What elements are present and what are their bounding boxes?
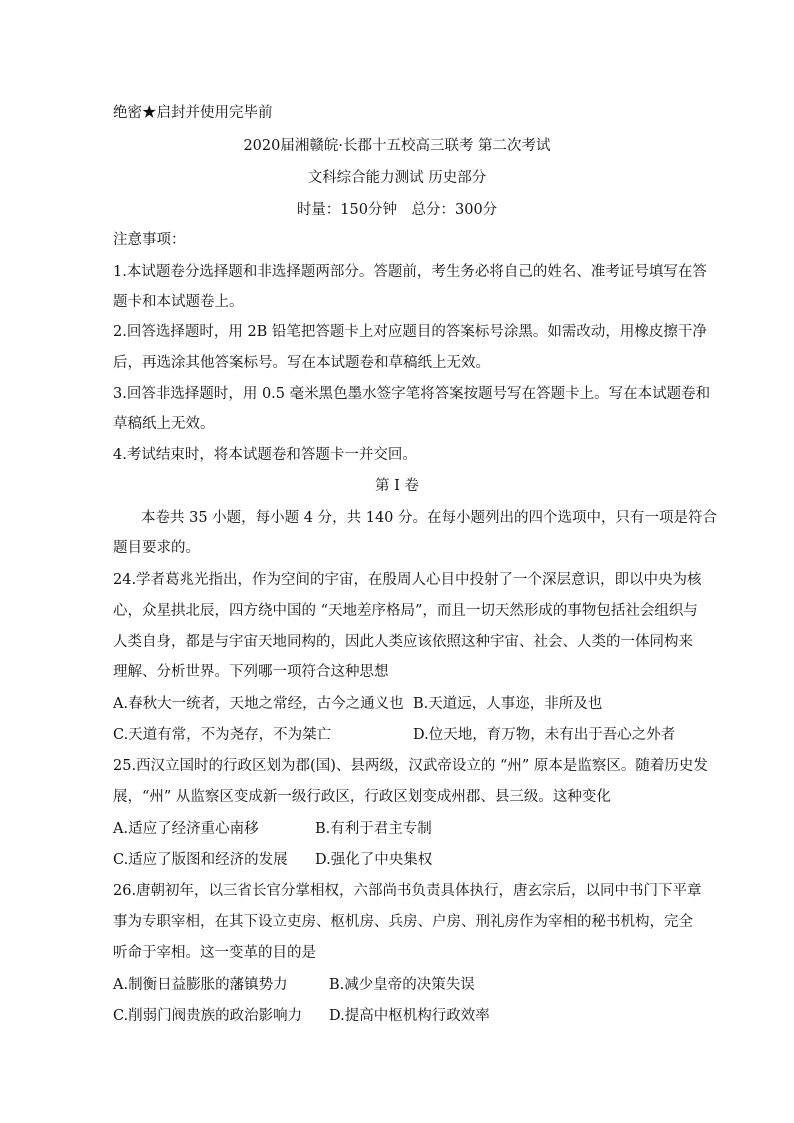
section-intro-line-1: 本卷共 35 小题，每小题 4 分，共 140 分。在每小题列出的四个选项中，只有一项是符合 (141, 510, 718, 526)
q24-stem-line-2: 心，众星拱北辰，四方绕中国的 “天地差序格局”，而且一切天然形成的事物包括社会组织与 (113, 603, 698, 619)
exam-time: 时量：150分钟 总分：300分 (296, 202, 498, 218)
section-title: 第 I 卷 (375, 478, 419, 494)
notice-item-1-line-2: 题卡和本试题卷上。 (113, 294, 244, 310)
notice-item-2-line-2: 后，再选涂其他答案标号。写在本试题卷和草稿纸上无效。 (113, 355, 490, 371)
notice-heading: 注意事项： (113, 232, 186, 248)
q25-option-c[interactable]: C.适应了版图和经济的发展 (113, 852, 288, 868)
q25-option-b[interactable]: B.有利于君主专制 (315, 821, 432, 837)
notice-item-2-line-1: 2.回答选择题时，用 2B 铅笔把答题卡上对应题目的答案标号涂黑。如需改动，用橡皮擦干净 (113, 324, 707, 340)
q24-option-b[interactable]: B.天道远，人事迩，非所及也 (413, 696, 603, 712)
notice-item-4: 4.考试结束时，将本试题卷和答题卡一并交回。 (113, 447, 417, 463)
q26-option-b[interactable]: B.减少皇帝的决策失误 (329, 977, 475, 993)
notice-item-1-line-1: 1.本试题卷分选择题和非选择题两部分。答题前，考生务必将自己的姓名、准考证号填写在答 (113, 264, 707, 280)
q24-option-d[interactable]: D.位天地，育万物，未有出于吾心之外者 (413, 727, 676, 743)
q26-option-d[interactable]: D.提高中枢机构行政效率 (329, 1008, 490, 1024)
q26-option-a[interactable]: A.制衡日益膨胀的藩镇势力 (113, 977, 288, 993)
q25-stem-line-2: 展，“州” 从监察区变成新一级行政区，行政区划变成州郡、县三级。这种变化 (113, 789, 611, 805)
q24-stem-line-3: 人类自身，都是与宇宙天地同构的，因此人类应该依照这种宇宙、社会、人类的一体同构来 (113, 634, 693, 650)
q25-option-a[interactable]: A.适应了经济重心南移 (113, 821, 259, 837)
exam-subtitle: 文科综合能力测试 历史部分 (307, 170, 487, 186)
q24-stem-line-1: 24.学者葛兆光指出，作为空间的宇宙，在殷周人心目中投射了一个深层意识，即以中央为核 (113, 572, 702, 588)
q25-stem-line-1: 25.西汉立国时的行政区划为郡(国)、县两级，汉武帝设立的 “州” 原本是监察区。随着历史发 (113, 758, 708, 774)
notice-item-3-line-2: 草稿纸上无效。 (113, 416, 215, 432)
q24-option-c[interactable]: C.天道有常，不为尧存，不为桀亡 (113, 727, 332, 743)
q26-option-c[interactable]: C.削弱门阀贵族的政治影响力 (113, 1008, 303, 1024)
q24-option-a[interactable]: A.春秋大一统者，天地之常经，古今之通义也 (113, 696, 404, 712)
q26-stem-line-3: 听命于宰相。这一变革的目的是 (113, 945, 316, 961)
notice-item-3-line-1: 3.回答非选择题时，用 0.5 毫米黑色墨水签字笔将答案按题号写在答题卡上。写在本试题卷和 (113, 386, 711, 402)
q26-stem-line-2: 事为专职宰相，在其下设立吏房、枢机房、兵房、户房、刑礼房作为宰相的秘书机构，完全 (113, 914, 693, 930)
q26-stem-line-1: 26.唐朝初年，以三省长官分掌相权，六部尚书负责具体执行，唐玄宗后，以同中书门下平章 (113, 883, 702, 899)
q24-stem-line-4: 理解、分析世界。下列哪一项符合这种思想 (113, 664, 389, 680)
section-intro-line-2: 题目要求的。 (113, 540, 200, 556)
secret-label: 绝密★启封并使用完毕前 (113, 105, 273, 121)
exam-title: 2020届湘赣皖·长郡十五校高三联考 第二次考试 (243, 138, 551, 154)
q25-option-d[interactable]: D.强化了中央集权 (315, 852, 433, 868)
